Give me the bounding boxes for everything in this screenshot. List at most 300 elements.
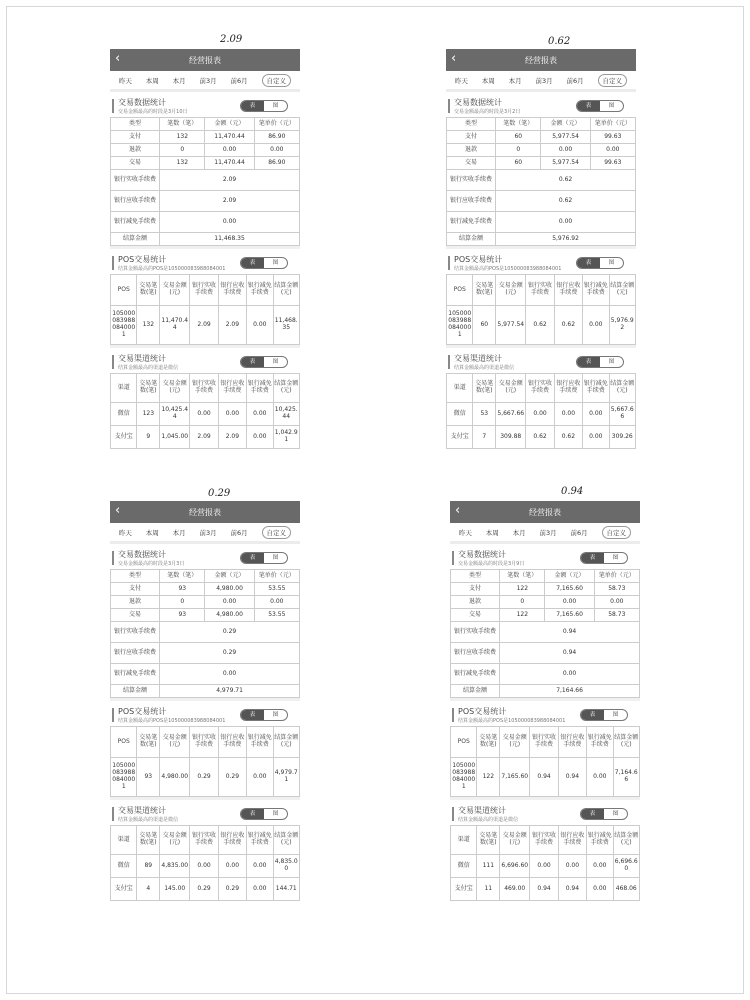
section-header <box>450 803 640 825</box>
handwritten-note: 0.94 <box>561 486 584 497</box>
report-panel <box>446 49 636 449</box>
table-cell: 58.73 <box>594 583 639 596</box>
table-header-cell: 结算金额(元) <box>613 727 640 758</box>
table-row <box>451 609 640 622</box>
channel-label: 支付宝 <box>111 878 137 901</box>
table-header-cell: 银行应收手续费 <box>218 275 246 306</box>
section-divider <box>110 797 300 800</box>
table-cell: 0.00 <box>587 758 613 797</box>
table-row <box>111 144 300 157</box>
fee-row <box>111 664 300 685</box>
chevron-left-icon[interactable]: ‹ <box>115 51 121 66</box>
tab-period[interactable]: 昨天 <box>454 76 468 85</box>
table-header-cell: 结算金额(元) <box>273 374 300 403</box>
table-cell: 11,470.44 <box>205 157 254 170</box>
title-bar <box>450 501 640 523</box>
table-row <box>111 855 300 878</box>
section-divider <box>446 345 636 348</box>
table-header-cell: 交易笔数(笔) <box>137 826 160 855</box>
fee-row <box>451 622 640 643</box>
table-header-cell: 渠道 <box>451 826 477 855</box>
table-row <box>451 583 640 596</box>
table-row <box>451 878 640 901</box>
table-header-row <box>451 727 640 758</box>
fee-row <box>451 664 640 685</box>
fee-value: 2.09 <box>160 170 300 191</box>
table-header-cell: POS <box>111 275 137 306</box>
table-header-cell: 类型 <box>447 118 496 131</box>
table-chart-toggle <box>576 100 624 112</box>
settle-label: 结算金额 <box>451 685 500 698</box>
section-title: POS交易统计 <box>118 707 167 716</box>
transaction-stats-table <box>110 117 300 246</box>
table-header-cell: POS <box>451 727 477 758</box>
page-title: 经营报表 <box>525 55 557 65</box>
table-header-cell: 结算金额(元) <box>613 826 640 855</box>
table-cell: 60 <box>496 157 541 170</box>
period-tabs <box>450 523 640 544</box>
table-cell: 86.90 <box>254 131 299 144</box>
settle-value: 4,979.71 <box>160 685 300 698</box>
chart-toggle-button[interactable]: 图 <box>272 712 279 718</box>
table-cell: 0.00 <box>554 403 582 426</box>
pos-stats-table <box>110 274 300 345</box>
table-header-cell: 银行减免手续费 <box>587 826 613 855</box>
table-cell: 0.00 <box>583 426 609 449</box>
table-toggle-button[interactable]: 表 <box>241 101 264 111</box>
table-cell: 10,425.44 <box>160 403 190 426</box>
table-toggle-button[interactable]: 表 <box>581 553 604 563</box>
table-header-cell: 银行实收手续费 <box>190 374 218 403</box>
chart-toggle-button[interactable]: 图 <box>272 359 279 365</box>
table-cell: 53.55 <box>254 583 299 596</box>
table-row <box>447 157 636 170</box>
table-cell: 0.00 <box>247 878 273 901</box>
table-cell: 0.00 <box>190 855 218 878</box>
fee-row <box>451 643 640 664</box>
fee-row <box>111 170 300 191</box>
table-cell: 4,980.00 <box>205 583 254 596</box>
table-header-cell: 笔数（笔） <box>160 570 205 583</box>
row-label: 退款 <box>111 144 160 157</box>
table-chart-toggle <box>240 356 288 368</box>
period-tabs <box>110 71 300 92</box>
table-header-cell: 笔单价（元） <box>590 118 635 131</box>
table-cell: 0.29 <box>218 878 246 901</box>
table-chart-toggle <box>240 808 288 820</box>
table-row <box>447 144 636 157</box>
table-header-cell: 银行应收手续费 <box>558 826 586 855</box>
tab-period[interactable]: 本月 <box>172 528 186 537</box>
row-label: 支付 <box>111 131 160 144</box>
table-header-cell: 结算金额(元) <box>273 275 300 306</box>
table-row <box>447 131 636 144</box>
table-header-cell: 银行减免手续费 <box>583 275 609 306</box>
table-cell: 0.00 <box>247 306 273 345</box>
table-cell: 4,835.00 <box>273 855 300 878</box>
channel-label: 支付宝 <box>451 878 477 901</box>
table-cell: 2.09 <box>218 306 246 345</box>
table-header-cell: 金额（元） <box>541 118 590 131</box>
table-cell: 0.00 <box>247 855 273 878</box>
tab-period[interactable]: 昨天 <box>458 528 472 537</box>
tab-period[interactable]: 本周 <box>145 76 159 85</box>
section-subtitle: 结算金额最高的渠道是微信 <box>118 817 179 823</box>
page-title: 经营报表 <box>529 507 561 517</box>
table-cell: 145.00 <box>160 878 190 901</box>
chart-toggle-button[interactable]: 图 <box>608 103 615 109</box>
tab-period[interactable]: 本周 <box>481 76 495 85</box>
table-cell: 0.00 <box>583 306 609 345</box>
table-header-cell: 银行实收手续费 <box>530 826 558 855</box>
chart-toggle-button[interactable]: 图 <box>612 712 619 718</box>
table-cell: 60 <box>473 306 496 345</box>
table-cell: 86.90 <box>254 157 299 170</box>
fee-label: 银行实收手续费 <box>447 170 496 191</box>
pos-id-cell: 105000083988084000 1 <box>111 758 137 797</box>
table-cell: 0.00 <box>530 855 558 878</box>
section-subtitle: 结算金额最高的POS是105000083988084001 <box>454 266 562 272</box>
section-header <box>110 351 300 373</box>
chart-toggle-button[interactable]: 图 <box>272 260 279 266</box>
table-row <box>111 609 300 622</box>
row-label: 支付 <box>111 583 160 596</box>
fee-value: 0.62 <box>496 170 636 191</box>
table-cell: 144.71 <box>273 878 300 901</box>
tab-period[interactable]: 本月 <box>512 528 526 537</box>
chart-toggle-button[interactable]: 图 <box>608 260 615 266</box>
table-header-cell: 银行应收手续费 <box>218 826 246 855</box>
fee-row <box>111 643 300 664</box>
section-marker <box>112 99 114 113</box>
row-label: 退款 <box>447 144 496 157</box>
table-cell: 122 <box>500 583 545 596</box>
table-header-cell: 银行减免手续费 <box>247 826 273 855</box>
section-title: POS交易统计 <box>454 255 503 264</box>
transaction-stats-table <box>110 569 300 698</box>
pos-stats-table <box>110 726 300 797</box>
tab-period[interactable]: 前6月 <box>566 76 584 85</box>
section-marker <box>112 807 114 821</box>
fee-label: 银行应收手续费 <box>111 191 160 212</box>
tab-period[interactable]: 昨天 <box>118 76 132 85</box>
table-header-cell: 银行减免手续费 <box>587 727 613 758</box>
table-cell: 309.88 <box>496 426 526 449</box>
section-title: 交易数据统计 <box>458 550 506 559</box>
fee-label: 银行减免手续费 <box>451 664 500 685</box>
table-cell: 11 <box>477 878 500 901</box>
table-header-cell: 笔单价（元） <box>594 570 639 583</box>
fee-value: 0.62 <box>496 191 636 212</box>
tab-period[interactable]: 前3月 <box>539 528 557 537</box>
table-chart-toggle <box>240 709 288 721</box>
table-cell: 53 <box>473 403 496 426</box>
table-cell: 0.00 <box>594 596 639 609</box>
table-cell: 0.00 <box>247 426 273 449</box>
table-header-cell: 银行应收手续费 <box>554 275 582 306</box>
table-cell: 0.00 <box>590 144 635 157</box>
table-cell: 132 <box>160 157 205 170</box>
tab-period[interactable]: 前3月 <box>199 528 217 537</box>
table-header-cell: 银行实收手续费 <box>190 826 218 855</box>
custom-range-button[interactable]: 自定义 <box>598 74 628 87</box>
table-cell: 11,470.44 <box>205 131 254 144</box>
table-cell: 0.29 <box>190 878 218 901</box>
table-chart-toggle <box>240 257 288 269</box>
table-cell: 53.55 <box>254 609 299 622</box>
table-toggle-button[interactable]: 表 <box>241 258 264 268</box>
row-label: 支付 <box>447 131 496 144</box>
tab-period[interactable]: 前6月 <box>570 528 588 537</box>
table-cell: 0.00 <box>247 758 273 797</box>
tab-period[interactable]: 本月 <box>172 76 186 85</box>
table-header-cell: 渠道 <box>111 374 137 403</box>
row-label: 退款 <box>111 596 160 609</box>
table-header-cell: 交易笔数(笔) <box>473 275 496 306</box>
fee-value: 0.94 <box>500 622 640 643</box>
table-row <box>111 758 300 797</box>
table-cell: 111 <box>477 855 500 878</box>
table-header-cell: 笔数（笔） <box>496 118 541 131</box>
table-cell: 0.00 <box>254 596 299 609</box>
tab-period[interactable]: 前6月 <box>230 76 248 85</box>
table-cell: 6,696.60 <box>500 855 530 878</box>
section-title: 交易数据统计 <box>118 550 166 559</box>
settle-value: 5,976.92 <box>496 233 636 246</box>
table-header-cell: 类型 <box>451 570 500 583</box>
section-header <box>450 704 640 726</box>
table-cell: 0.00 <box>587 855 613 878</box>
table-header-cell: 银行应收手续费 <box>558 727 586 758</box>
pos-id-cell: 105000083988084000 1 <box>451 758 477 797</box>
tab-period[interactable]: 前6月 <box>230 528 248 537</box>
table-cell: 7,165.60 <box>500 758 530 797</box>
table-header-cell: 渠道 <box>447 374 473 403</box>
tab-period[interactable]: 前3月 <box>199 76 217 85</box>
table-toggle-button[interactable]: 表 <box>241 553 264 563</box>
table-toggle-button[interactable]: 表 <box>241 809 264 819</box>
section-title: 交易渠道统计 <box>118 354 166 363</box>
settle-value: 11,468.35 <box>160 233 300 246</box>
section-divider <box>446 246 636 249</box>
title-bar <box>110 501 300 523</box>
table-header-row <box>447 275 636 306</box>
table-toggle-button[interactable]: 表 <box>577 101 600 111</box>
fee-row <box>111 622 300 643</box>
section-marker <box>112 708 114 722</box>
tab-period[interactable]: 昨天 <box>118 528 132 537</box>
table-cell: 93 <box>137 758 160 797</box>
channel-label: 支付宝 <box>447 426 473 449</box>
table-row <box>111 131 300 144</box>
row-label: 支付 <box>451 583 500 596</box>
page-title: 经营报表 <box>189 507 221 517</box>
table-cell: 9 <box>137 426 160 449</box>
table-cell: 2.09 <box>190 426 218 449</box>
settle-row <box>447 233 636 246</box>
tab-period[interactable]: 前3月 <box>535 76 553 85</box>
table-cell: 58.73 <box>594 609 639 622</box>
table-cell: 132 <box>137 306 160 345</box>
table-cell: 5,667.66 <box>496 403 526 426</box>
report-panel <box>110 49 300 449</box>
section-marker <box>452 708 454 722</box>
table-toggle-button[interactable]: 表 <box>581 809 604 819</box>
chevron-left-icon[interactable]: ‹ <box>115 503 121 518</box>
table-cell: 0.94 <box>558 878 586 901</box>
section-title: 交易渠道统计 <box>458 806 506 815</box>
table-header-cell: POS <box>111 727 137 758</box>
channel-label: 微信 <box>111 403 137 426</box>
pos-stats-table <box>446 274 636 345</box>
table-header-cell: 交易金额(元) <box>160 826 190 855</box>
section-title: POS交易统计 <box>118 255 167 264</box>
chart-toggle-button[interactable]: 图 <box>612 811 619 817</box>
chart-toggle-button[interactable]: 图 <box>272 103 279 109</box>
custom-range-button[interactable]: 自定义 <box>262 526 292 539</box>
section-subtitle: 结算金额最高的渠道是微信 <box>458 817 519 823</box>
table-cell: 99.63 <box>590 131 635 144</box>
fee-value: 2.09 <box>160 191 300 212</box>
period-tabs <box>110 523 300 544</box>
table-cell: 0.00 <box>190 403 218 426</box>
table-header-row <box>111 727 300 758</box>
custom-range-button[interactable]: 自定义 <box>262 74 292 87</box>
table-chart-toggle <box>576 356 624 368</box>
table-cell: 7 <box>473 426 496 449</box>
table-cell: 6,696.60 <box>613 855 640 878</box>
section-marker <box>112 551 114 565</box>
fee-label: 银行应收手续费 <box>111 643 160 664</box>
table-header-cell: 结算金额(元) <box>273 727 300 758</box>
table-header-cell: 金额（元） <box>205 570 254 583</box>
table-toggle-button[interactable]: 表 <box>241 357 264 367</box>
channel-stats-table <box>450 825 640 901</box>
section-header <box>110 803 300 825</box>
section-subtitle: 交易金额最高的时段是3月3日 <box>118 561 185 567</box>
fee-label: 银行实收手续费 <box>451 622 500 643</box>
table-header-cell: 交易笔数(笔) <box>473 374 496 403</box>
table-cell: 0 <box>160 596 205 609</box>
settle-label: 结算金额 <box>447 233 496 246</box>
section-marker <box>112 355 114 369</box>
table-cell: 0.00 <box>545 596 594 609</box>
chevron-left-icon[interactable]: ‹ <box>455 503 461 518</box>
chart-toggle-button[interactable]: 图 <box>612 555 619 561</box>
table-cell: 0 <box>500 596 545 609</box>
section-title: 交易数据统计 <box>118 98 166 107</box>
table-header-row <box>111 826 300 855</box>
table-cell: 309.26 <box>609 426 636 449</box>
table-cell: 99.63 <box>590 157 635 170</box>
table-cell: 93 <box>160 609 205 622</box>
table-header-row <box>447 374 636 403</box>
table-cell: 0.94 <box>530 878 558 901</box>
fee-label: 银行应收手续费 <box>451 643 500 664</box>
table-header-row <box>111 118 300 131</box>
table-cell: 0.00 <box>218 855 246 878</box>
table-cell: 5,667.66 <box>609 403 636 426</box>
table-chart-toggle <box>576 257 624 269</box>
fee-value: 0.94 <box>500 643 640 664</box>
section-marker <box>448 99 450 113</box>
table-header-cell: 笔单价（元） <box>254 118 299 131</box>
pos-id-cell: 105000083988084000 1 <box>111 306 137 345</box>
table-header-cell: 银行应收手续费 <box>218 727 246 758</box>
table-header-cell: 渠道 <box>111 826 137 855</box>
table-cell: 4,980.00 <box>205 609 254 622</box>
transaction-stats-table <box>446 117 636 246</box>
tab-period[interactable]: 本周 <box>485 528 499 537</box>
section-title: 交易数据统计 <box>454 98 502 107</box>
section-divider <box>110 698 300 701</box>
table-header-cell: 金额（元） <box>545 570 594 583</box>
table-cell: 0.00 <box>558 855 586 878</box>
table-header-cell: 笔单价（元） <box>254 570 299 583</box>
custom-range-button[interactable]: 自定义 <box>602 526 632 539</box>
handwritten-note: 2.09 <box>220 34 243 45</box>
chart-toggle-button[interactable]: 图 <box>608 359 615 365</box>
chart-toggle-button[interactable]: 图 <box>272 811 279 817</box>
table-header-cell: 交易笔数(笔) <box>137 275 160 306</box>
table-cell: 4,835.00 <box>160 855 190 878</box>
table-header-cell: 交易金额(元) <box>160 374 190 403</box>
table-cell: 5,977.54 <box>541 131 590 144</box>
table-cell: 0.62 <box>526 426 554 449</box>
table-cell: 7,165.60 <box>545 583 594 596</box>
table-cell: 0.00 <box>541 144 590 157</box>
row-label: 交易 <box>111 609 160 622</box>
section-subtitle: 交易金额最高的时段是3月9日 <box>458 561 525 567</box>
table-cell: 0.62 <box>554 306 582 345</box>
fee-row <box>447 191 636 212</box>
fee-row <box>447 212 636 233</box>
section-header <box>450 547 640 569</box>
section-subtitle: 交易金额最高的时段是3月2日 <box>454 109 521 115</box>
tab-period[interactable]: 本月 <box>508 76 522 85</box>
table-header-row <box>447 118 636 131</box>
table-toggle-button[interactable]: 表 <box>581 710 604 720</box>
table-cell: 4,979.71 <box>273 758 300 797</box>
table-cell: 0.29 <box>190 758 218 797</box>
fee-label: 银行应收手续费 <box>447 191 496 212</box>
chevron-left-icon[interactable]: ‹ <box>451 51 457 66</box>
tab-period[interactable]: 本周 <box>145 528 159 537</box>
fee-value: 0.00 <box>160 212 300 233</box>
table-chart-toggle <box>240 552 288 564</box>
section-marker <box>452 551 454 565</box>
table-toggle-button[interactable]: 表 <box>577 357 600 367</box>
fee-row <box>111 212 300 233</box>
table-row <box>447 403 636 426</box>
row-label: 交易 <box>447 157 496 170</box>
section-subtitle: 结算金额最高的POS是105000083988084001 <box>118 266 226 272</box>
table-cell: 468.06 <box>613 878 640 901</box>
table-cell: 0.00 <box>526 403 554 426</box>
table-header-cell: 交易笔数(笔) <box>477 826 500 855</box>
table-header-cell: 交易金额(元) <box>160 727 190 758</box>
table-row <box>111 426 300 449</box>
chart-toggle-button[interactable]: 图 <box>272 555 279 561</box>
channel-label: 微信 <box>447 403 473 426</box>
section-subtitle: 结算金额最高的渠道是微信 <box>118 365 179 371</box>
table-header-cell: 结算金额(元) <box>273 826 300 855</box>
table-header-cell: 交易金额(元) <box>160 275 190 306</box>
table-cell: 93 <box>160 583 205 596</box>
table-toggle-button[interactable]: 表 <box>241 710 264 720</box>
report-panel <box>110 501 300 901</box>
table-toggle-button[interactable]: 表 <box>577 258 600 268</box>
